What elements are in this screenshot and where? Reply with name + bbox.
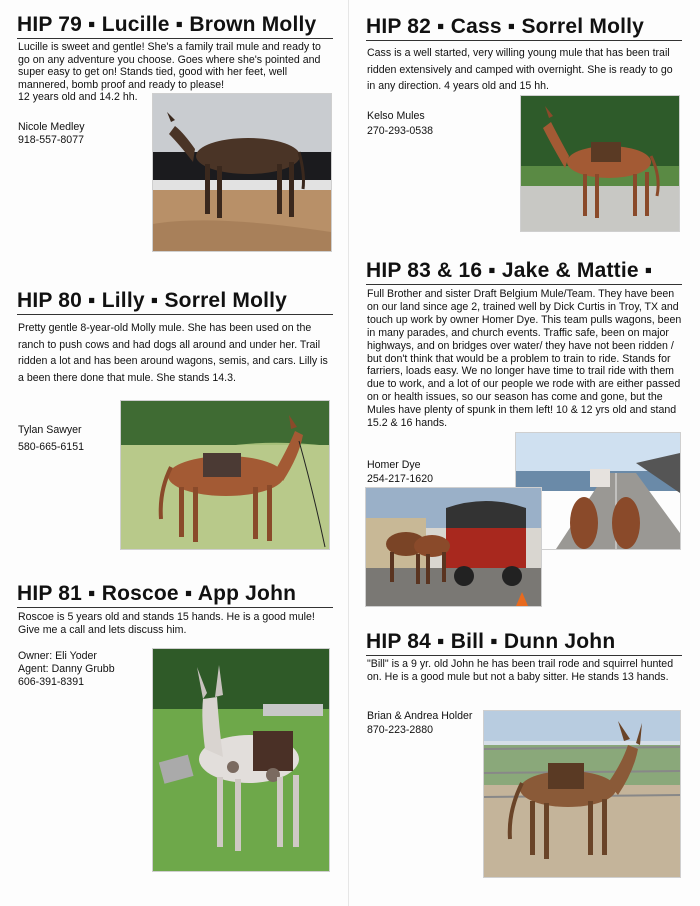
hip83-photo-wagon	[365, 487, 542, 607]
hip81-title: HIP 81 ▪ Roscoe ▪ App John	[17, 582, 333, 608]
hip81-agent: Agent: Danny Grubb	[18, 663, 115, 675]
hip83-contact-name: Homer Dye	[367, 459, 421, 471]
hip80-description: Pretty gentle 8-year-old Molly mule. She has been used on the ranch to push cows and had dogs all around and under her. Trail ridden a lot and has been around wagons, semis, and cars. Lilly is a been there done that mule. She stands 14.3.	[18, 322, 328, 384]
hip82-photo	[520, 95, 680, 232]
hip79-description-text: Lucille is sweet and gentle! She's a family trail mule and ready to go on any adventure you choose. Goes where she's pointed and super easy to get on! Stands tied, good with her feet, well mannered, bomb proof and ready to please!	[18, 41, 321, 91]
column-divider	[348, 0, 349, 906]
hip84-title: HIP 84 ▪ Bill ▪ Dunn John	[366, 630, 682, 656]
hip83-contact	[367, 459, 433, 486]
hip81-owner: Owner: Eli Yoder	[18, 650, 97, 662]
hip80-contact	[18, 424, 84, 454]
hip81-description: Roscoe is 5 years old and stands 15 hands. He is a good mule! Give me a call and lets discuss him.	[18, 611, 315, 636]
hip80-contact-phone: 580-665-6151	[18, 441, 84, 453]
hip80-contact-name: Tylan Sawyer	[18, 424, 82, 436]
hip79-contact-phone: 918-557-8077	[18, 134, 84, 146]
hip81-contact	[18, 650, 115, 689]
hip83-title: HIP 83 & 16 ▪ Jake & Mattie ▪	[366, 259, 682, 285]
hip81-contact-phone: 606-391-8391	[18, 676, 84, 688]
hip84-description: "Bill" is a 9 yr. old John he has been trail rode and squirrel hunted on. He is a good mule but not a baby sitter. He stands 13 hands.	[367, 658, 674, 683]
hip83-description: Full Brother and sister Draft Belgium Mule/Team. They have been on our land since age 2, trained well by Dick Curtis in Troy, TX and touch up work by owner Homer Dye. This team pulls wagons, been in many parades, and church events. Traffic safe, been on major highways, and on bridges over water/ they have not been ridden / but don't think that would be a problem to train to ride. Stands for farriers, loads easy. We no longer have time to trail ride with them due to work, and a lot of our people we rode with are either passed on or health issues, so our season has come and gone, but the Mules have plenty of spunk in them left! 10 & 12 yrs old and stand 15.2 & 16 hands.	[367, 288, 682, 430]
hip80-title: HIP 80 ▪ Lilly ▪ Sorrel Molly	[17, 289, 333, 315]
hip84-photo	[483, 710, 681, 878]
hip83-contact-phone: 254-217-1620	[367, 473, 433, 485]
hip79-photo	[152, 93, 332, 252]
hip82-contact	[367, 110, 433, 138]
hip84-contact	[367, 710, 472, 737]
hip82-title: HIP 82 ▪ Cass ▪ Sorrel Molly	[366, 15, 682, 41]
hip82-contact-phone: 270-293-0538	[367, 125, 433, 137]
hip80-photo	[120, 400, 330, 550]
hip79-age-height: 12 years old and 14.2 hh.	[18, 91, 138, 104]
hip84-contact-name: Brian & Andrea Holder	[367, 710, 473, 722]
hip81-photo	[152, 648, 330, 872]
hip79-contact	[18, 121, 85, 147]
hip82-contact-name: Kelso Mules	[367, 110, 425, 122]
hip79-title: HIP 79 ▪ Lucille ▪ Brown Molly	[17, 13, 333, 39]
hip84-contact-phone: 870-223-2880	[367, 724, 433, 736]
hip82-description: Cass is a well started, very willing young mule that has been trail ridden extensively and camped with overnight. She is ready to go in any direction. 4 years old and 15 hh.	[367, 47, 673, 92]
hip79-contact-name: Nicole Medley	[18, 121, 85, 133]
